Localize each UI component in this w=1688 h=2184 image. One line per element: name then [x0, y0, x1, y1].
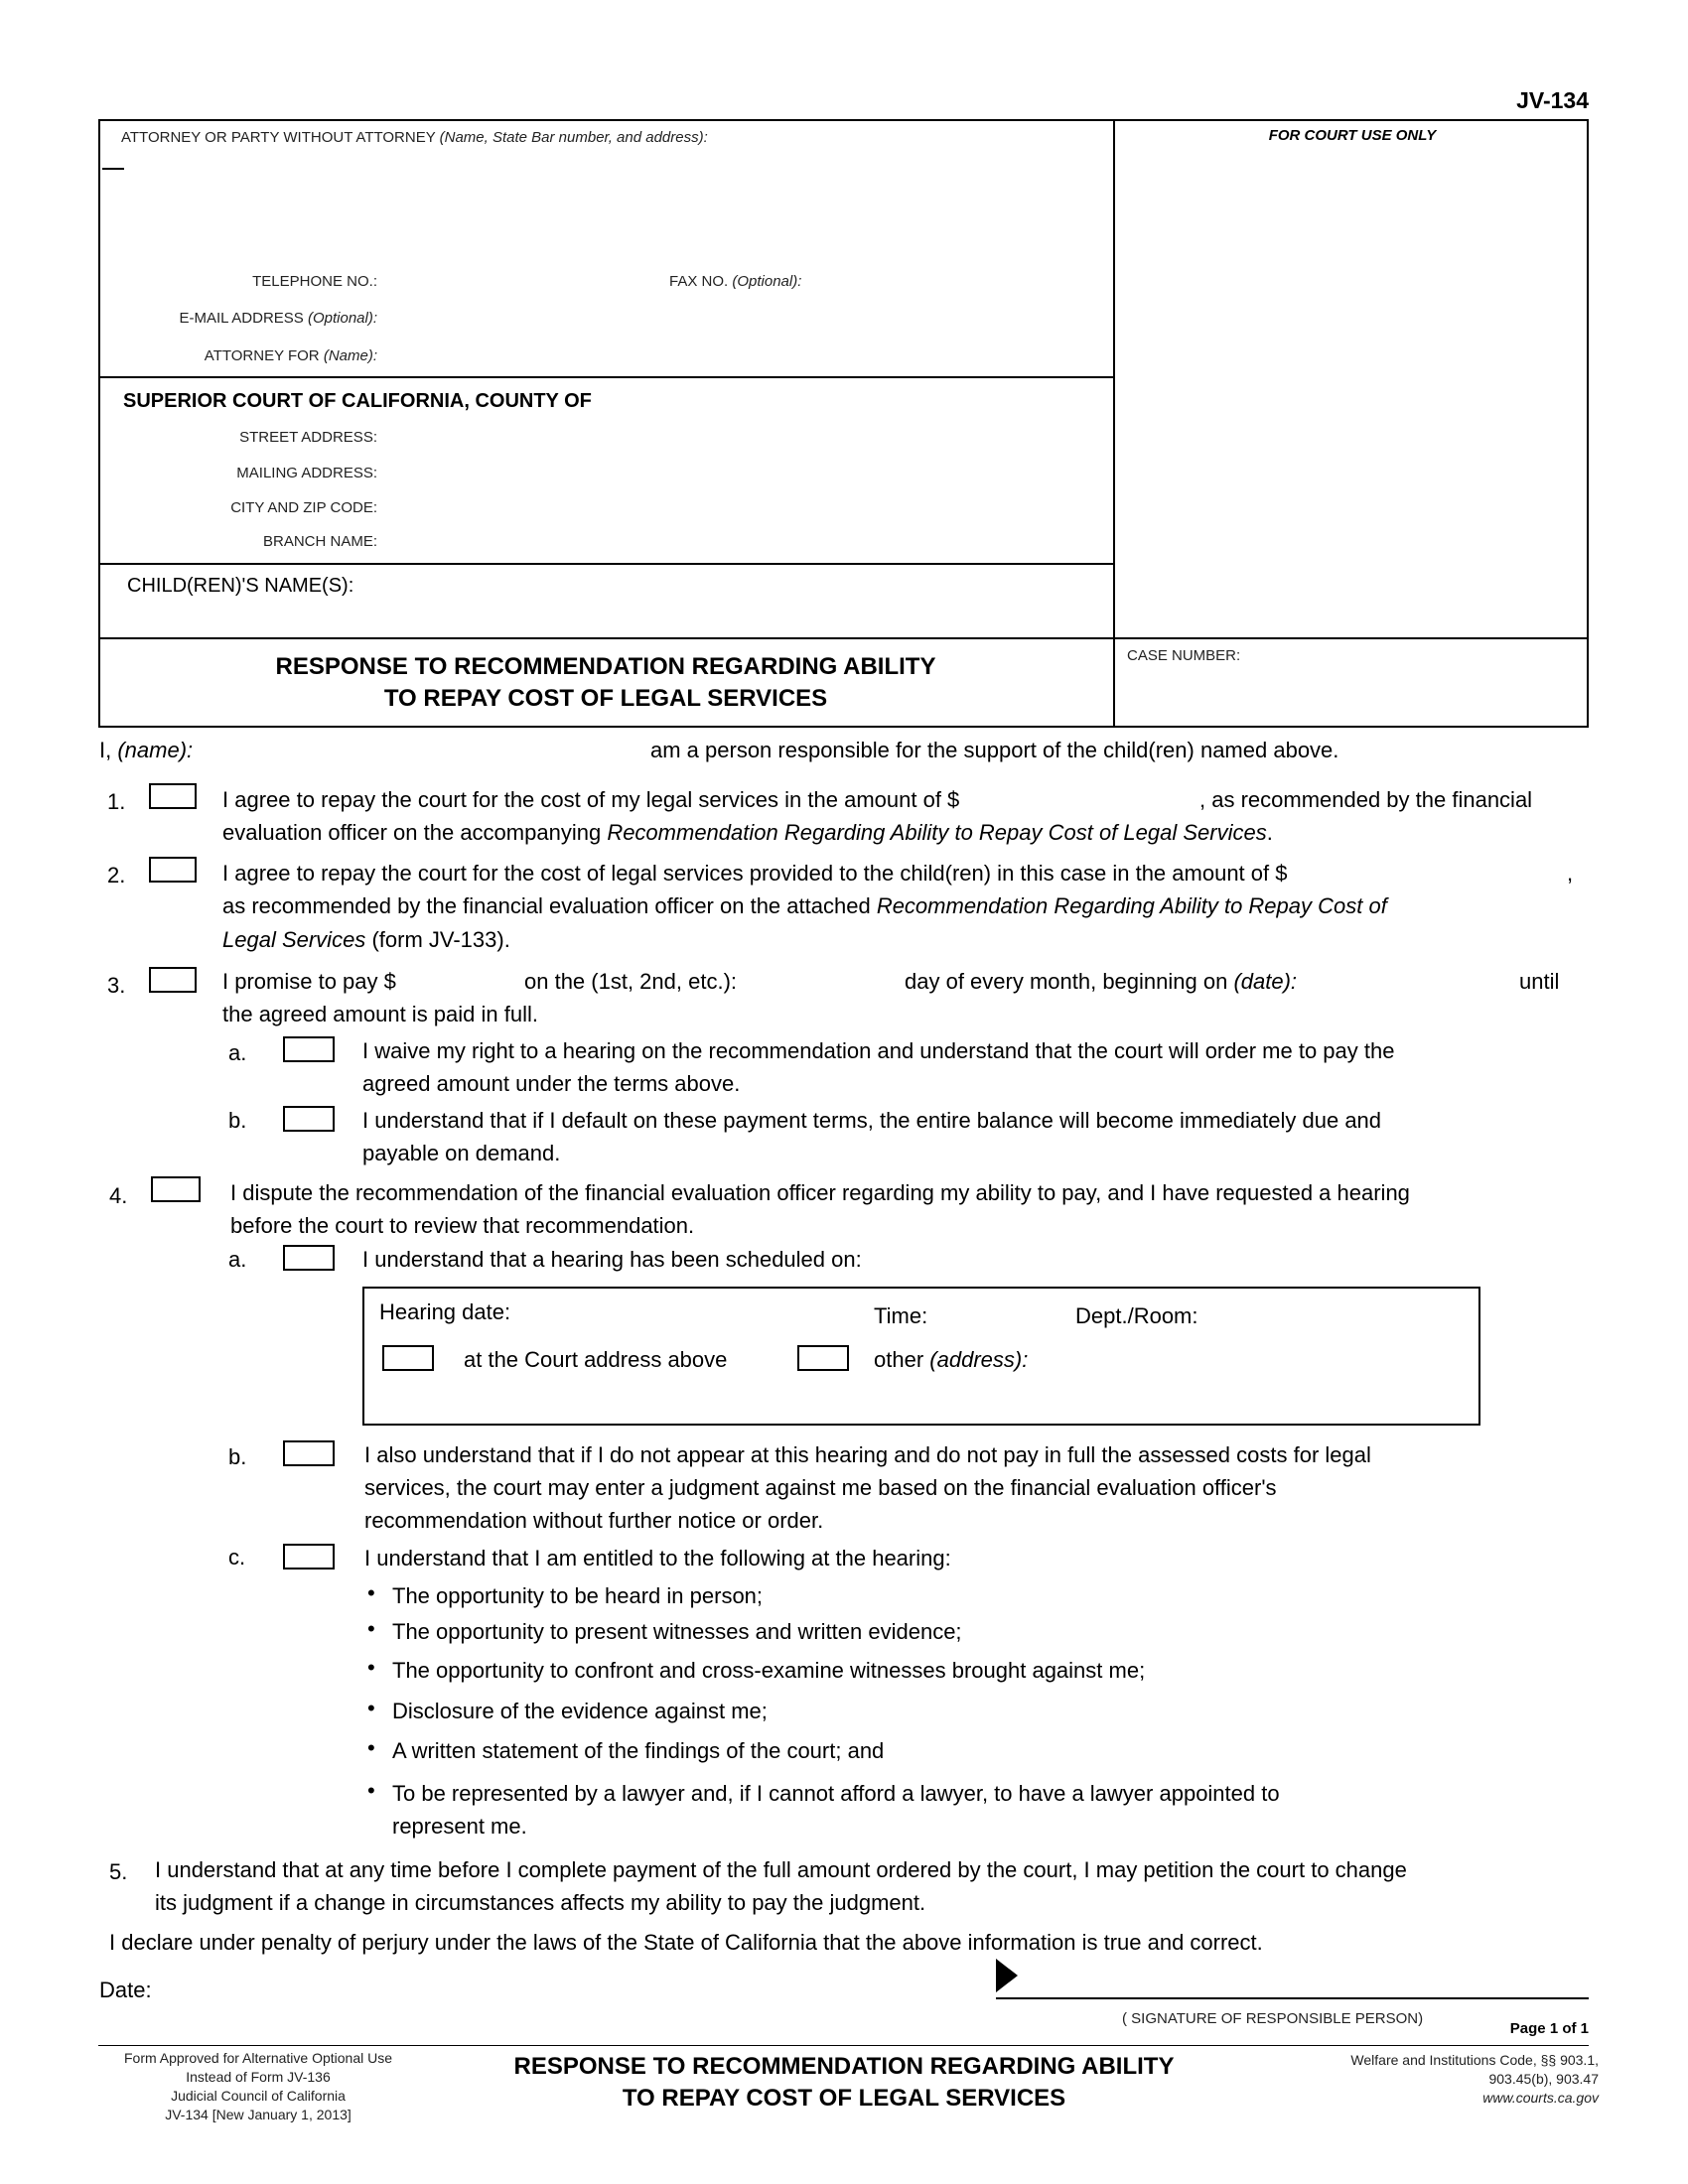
footer-approval	[94, 2049, 422, 2124]
item-3b-checkbox[interactable]	[283, 1106, 335, 1132]
item-3-number: 3.	[107, 973, 126, 998]
item-3a-letter: a.	[228, 1040, 247, 1065]
item-3a-text-2: agreed amount under the terms above.	[362, 1071, 741, 1096]
dash-mark	[102, 168, 124, 170]
item-2-comma: ,	[1567, 861, 1574, 886]
intro-i: I, (name):	[99, 738, 194, 762]
item-2-number: 2.	[107, 863, 126, 887]
footer-line	[98, 2045, 1589, 2046]
item-5-number: 5.	[109, 1859, 128, 1884]
court-address-label: at the Court address above	[464, 1347, 728, 1372]
bullet-3-dot: •	[367, 1655, 375, 1680]
declaration: I declare under penalty of perjury under the laws of the State of California that the above information is true and correct.	[109, 1930, 1263, 1955]
footer-citations	[1241, 2051, 1599, 2108]
item-3-text-d: until	[1519, 969, 1560, 994]
item-4b-text-1: I also understand that if I do not appear at this hearing and do not pay in full the assessed costs for legal	[364, 1442, 1371, 1467]
footer-left-2: Instead of Form JV-136	[186, 2069, 331, 2085]
item-5-text-2: its judgment if a change in circumstances affects my ability to pay the judgment.	[155, 1890, 926, 1915]
form-number: JV-134	[1516, 87, 1589, 113]
item-3-text-c: day of every month, beginning on (date):	[905, 969, 1298, 994]
item-2-text-a: I agree to repay the court for the cost of legal services provided to the child(ren) in this case in the amount of $	[222, 861, 1288, 886]
branch-label: BRANCH NAME:	[262, 533, 377, 550]
bullet-2: The opportunity to present witnesses and written evidence;	[392, 1619, 962, 1644]
item-1-text-b: , as recommended by the financial	[1199, 787, 1533, 812]
item-5-text-1: I understand that at any time before I complete payment of the full amount ordered by the court, I may petition the court to change	[155, 1857, 1407, 1882]
footer-left-1: Form Approved for Alternative Optional Use	[123, 2050, 393, 2066]
divider-court	[98, 563, 1115, 565]
bullet-1-dot: •	[367, 1580, 375, 1605]
item-3-text-a: I promise to pay $	[222, 969, 396, 994]
time-label: Time:	[874, 1303, 928, 1328]
court-use-label: FOR COURT USE ONLY	[1268, 127, 1437, 144]
dept-label: Dept./Room:	[1075, 1303, 1198, 1328]
court-title: SUPERIOR COURT OF CALIFORNIA, COUNTY OF	[123, 390, 592, 412]
item-4b-checkbox[interactable]	[283, 1440, 335, 1466]
email-label: E-MAIL ADDRESS (Optional):	[179, 310, 377, 327]
item-4b-text-2: services, the court may enter a judgment against me based on the financial evaluation officer's	[364, 1475, 1277, 1500]
item-3b-letter: b.	[228, 1108, 247, 1133]
footer-right-2: 903.45(b), 903.47	[1488, 2071, 1599, 2087]
footer-title-2: TO REPAY COST OF LEGAL SERVICES	[622, 2085, 1066, 2112]
item-1-text-c: evaluation officer on the accompanying Recommendation Regarding Ability to Repay Cost of Legal Services.	[222, 820, 1273, 845]
attorney-label: ATTORNEY OR PARTY WITHOUT ATTORNEY (Name, State Bar number, and address):	[121, 129, 708, 146]
signature-line[interactable]	[996, 1997, 1589, 1999]
item-2-text-c: Legal Services (form JV-133).	[222, 927, 510, 952]
bullet-6-dot: •	[367, 1778, 375, 1803]
item-1-checkbox[interactable]	[149, 783, 197, 809]
bullet-1: The opportunity to be heard in person;	[392, 1583, 764, 1608]
bullet-6-cont: represent me.	[392, 1814, 527, 1839]
item-1-number: 1.	[107, 789, 126, 814]
item-4a-letter: a.	[228, 1247, 247, 1272]
item-3a-checkbox[interactable]	[283, 1036, 335, 1062]
footer-title-1: RESPONSE TO RECOMMENDATION REGARDING ABILITY	[513, 2053, 1175, 2080]
date-label: Date:	[99, 1978, 152, 2002]
footer-title	[397, 2051, 1291, 2115]
mailing-label: MAILING ADDRESS:	[236, 465, 377, 481]
divider-attorney	[98, 376, 1115, 378]
footer-right-3[interactable]: www.courts.ca.gov	[1482, 2090, 1599, 2106]
form-title-line2: TO REPAY COST OF LEGAL SERVICES	[383, 685, 828, 712]
item-2-text-b: as recommended by the financial evaluation officer on the attached Recommendation Regarding Ability to Repay Cost of	[222, 893, 1387, 918]
bullet-2-dot: •	[367, 1616, 375, 1641]
item-3b-text-1: I understand that if I default on these payment terms, the entire balance will become immediately due and	[362, 1108, 1382, 1133]
divider-title	[98, 637, 1589, 639]
bullet-4-dot: •	[367, 1696, 375, 1720]
form-title-line1: RESPONSE TO RECOMMENDATION REGARDING ABILITY	[275, 653, 936, 680]
item-3-text-b: on the (1st, 2nd, etc.):	[524, 969, 738, 994]
item-3b-text-2: payable on demand.	[362, 1141, 561, 1165]
footer-right-1: Welfare and Institutions Code, §§ 903.1,	[1350, 2052, 1599, 2068]
item-4c-letter: c.	[228, 1545, 246, 1570]
bullet-5-dot: •	[367, 1735, 375, 1760]
item-3-checkbox[interactable]	[149, 967, 197, 993]
item-4-text-1: I dispute the recommendation of the financial evaluation officer regarding my ability to pay, and I have requested a hearing	[230, 1180, 1410, 1205]
case-number-label: CASE NUMBER:	[1127, 647, 1241, 664]
telephone-label: TELEPHONE NO.:	[252, 273, 377, 290]
bullet-3: The opportunity to confront and cross-examine witnesses brought against me;	[392, 1658, 1146, 1683]
other-address-label: other (address):	[874, 1347, 1029, 1372]
hearing-date-label: Hearing date:	[379, 1299, 511, 1324]
item-2-checkbox[interactable]	[149, 857, 197, 883]
attorney-for-label: ATTORNEY FOR (Name):	[204, 347, 377, 364]
page-number: Page 1 of 1	[1509, 2020, 1589, 2037]
item-3a-text-1: I waive my right to a hearing on the recommendation and understand that the court will order me to pay the	[362, 1038, 1395, 1063]
item-4b-text-3: recommendation without further notice or order.	[364, 1508, 824, 1533]
fax-label: FAX NO. (Optional):	[669, 273, 802, 290]
intro-rest: am a person responsible for the support of the child(ren) named above.	[650, 738, 1339, 762]
item-4-text-2: before the court to review that recommendation.	[230, 1213, 695, 1238]
item-4-number: 4.	[109, 1183, 128, 1208]
form-title	[109, 651, 1102, 715]
item-4b-letter: b.	[228, 1444, 247, 1469]
footer-left-3: Judicial Council of California	[171, 2088, 346, 2104]
children-label: CHILD(REN)'S NAME(S):	[127, 575, 354, 597]
other-address-checkbox[interactable]	[797, 1345, 849, 1371]
item-4c-checkbox[interactable]	[283, 1544, 335, 1570]
item-4c-text: I understand that I am entitled to the following at the hearing:	[364, 1546, 951, 1570]
signature-label: ( SIGNATURE OF RESPONSIBLE PERSON)	[1122, 2010, 1424, 2027]
item-4-checkbox[interactable]	[151, 1176, 201, 1202]
footer-left-4: JV-134 [New January 1, 2013]	[165, 2107, 352, 2122]
signature-arrow-icon	[996, 1959, 1018, 1992]
court-address-checkbox[interactable]	[382, 1345, 434, 1371]
bullet-4: Disclosure of the evidence against me;	[392, 1699, 768, 1723]
bullet-6: To be represented by a lawyer and, if I cannot afford a lawyer, to have a lawyer appointed to	[392, 1781, 1280, 1806]
item-1-text-a: I agree to repay the court for the cost of my legal services in the amount of $	[222, 787, 960, 812]
city-label: CITY AND ZIP CODE:	[230, 499, 377, 516]
bullet-5: A written statement of the findings of the court; and	[392, 1738, 885, 1763]
item-3-text-e: the agreed amount is paid in full.	[222, 1002, 538, 1026]
street-label: STREET ADDRESS:	[239, 429, 377, 446]
item-4a-text: I understand that a hearing has been scheduled on:	[362, 1247, 862, 1272]
item-4a-checkbox[interactable]	[283, 1245, 335, 1271]
